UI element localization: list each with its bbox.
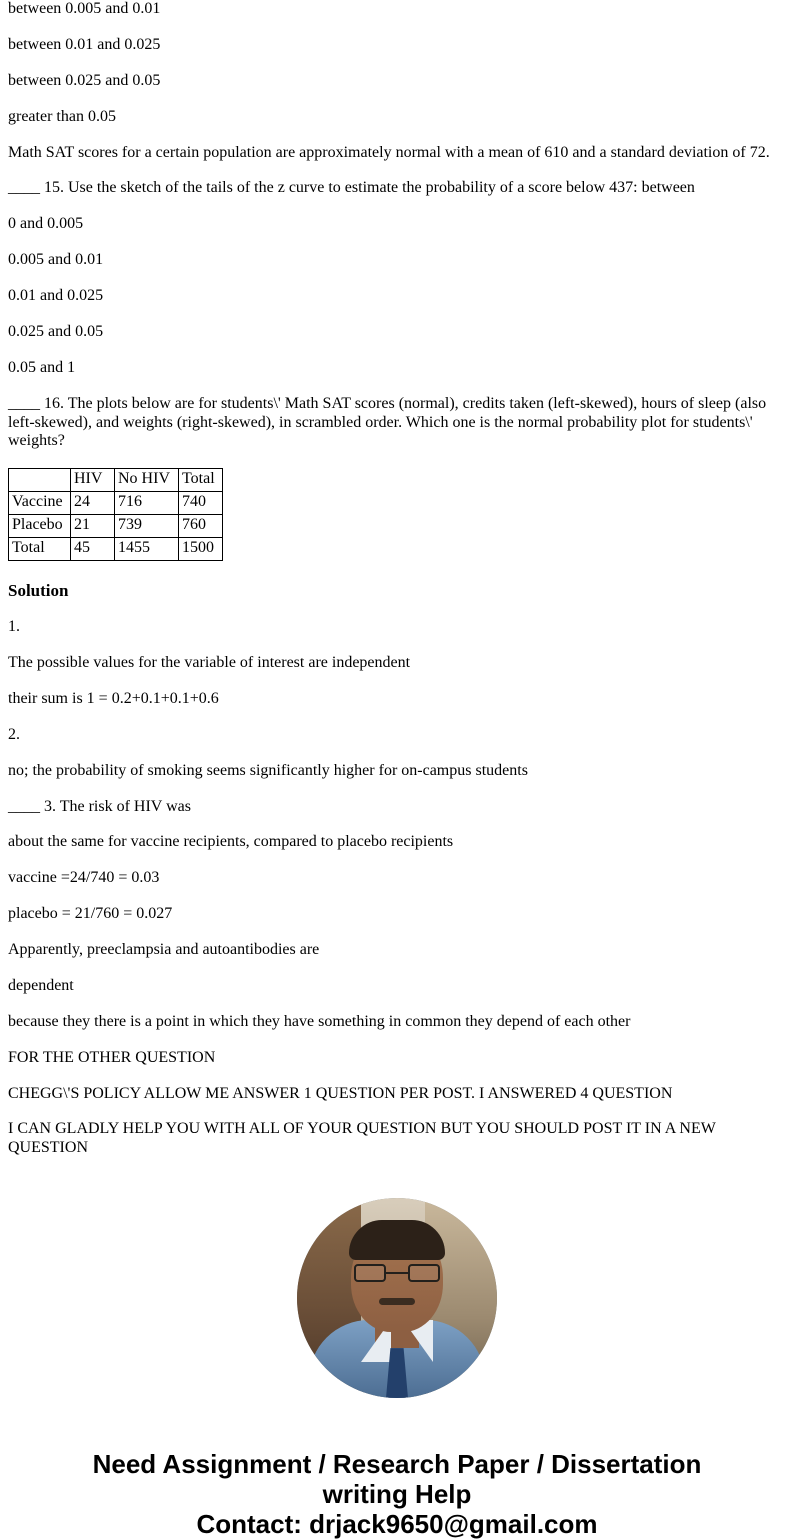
solution-line: CHEGG\'S POLICY ALLOW ME ANSWER 1 QUESTION PER POST. I ANSWERED 4 QUESTION <box>8 1084 673 1102</box>
spacer <box>8 1032 786 1049</box>
table-cell: 716 <box>115 492 179 515</box>
option-text: 0.05 and 1 <box>8 358 76 376</box>
solution-line: 2. <box>8 725 20 743</box>
table-cell: 1500 <box>179 537 223 560</box>
glasses-lens-left <box>354 1264 386 1282</box>
spacer <box>8 1068 786 1085</box>
table-cell: Vaccine <box>9 492 71 515</box>
spacer <box>8 342 786 359</box>
closing-note <box>8 1120 786 1158</box>
table-row <box>9 537 223 560</box>
table-cell: 24 <box>71 492 115 515</box>
solution-line: The possible values for the variable of interest are independent <box>8 654 411 672</box>
promo-banner <box>8 1449 786 1539</box>
solution-line: FOR THE OTHER QUESTION <box>8 1048 216 1066</box>
table-cell: 1455 <box>115 537 179 560</box>
table-cell: Placebo <box>9 515 71 538</box>
question-stem: Math SAT scores for a certain population are approximately normal with a mean of 610 and a standard deviation of 72. <box>8 143 770 161</box>
table-cell: 45 <box>71 537 115 560</box>
spacer <box>8 306 786 323</box>
solution-line: Apparently, preeclampsia and autoantibodies are <box>8 941 320 959</box>
solution-line: ____ 3. The risk of HIV was <box>8 797 191 815</box>
spacer <box>8 270 786 287</box>
spacer <box>8 1103 786 1120</box>
closing-line-2: QUESTION <box>8 1139 88 1157</box>
solution-line: no; the probability of smoking seems significantly higher for on-campus students <box>8 761 528 779</box>
spacer <box>8 637 786 654</box>
photo-hair <box>349 1220 445 1260</box>
spacer <box>8 127 786 144</box>
question-15: ____ 15. Use the sketch of the tails of the z curve to estimate the probability of a score below 437: between <box>8 179 695 197</box>
spacer <box>8 996 786 1013</box>
option-text: between 0.005 and 0.01 <box>8 0 161 17</box>
table-header-cell: HIV <box>71 469 115 492</box>
table-row <box>9 492 223 515</box>
spacer <box>8 888 786 905</box>
spacer <box>8 55 786 72</box>
question-16-line-3: weights? <box>8 432 65 450</box>
promo-line-1: Need Assignment / Research Paper / Dissertation <box>92 1449 702 1480</box>
promo-contact: Contact: drjack9650@gmail.com <box>196 1509 598 1540</box>
spacer <box>8 378 786 395</box>
avatar <box>297 1198 497 1398</box>
option-text: 0.01 and 0.025 <box>8 287 104 304</box>
question-16-line-1: ____ 16. The plots below are for students\' Math SAT scores (normal), credits taken (left-skewed), hours of sleep (also <box>8 394 767 412</box>
solution-line: their sum is 1 = 0.2+0.1+0.1+0.6 <box>8 689 219 707</box>
option-text: 0 and 0.005 <box>8 215 84 233</box>
spacer <box>8 673 786 690</box>
question-16-line-2: left-skewed), and weights (right-skewed), in scrambled order. Which one is the normal probability plot for students\' <box>8 413 753 431</box>
table-cell: 739 <box>115 515 179 538</box>
question-16 <box>8 395 786 452</box>
spacer <box>8 960 786 977</box>
spacer <box>8 852 786 869</box>
table-cell: 760 <box>179 515 223 538</box>
table-header-cell: No HIV <box>115 469 179 492</box>
option-text: 0.005 and 0.01 <box>8 251 104 269</box>
table-cell: 740 <box>179 492 223 515</box>
table-row <box>9 469 223 492</box>
glasses-icon <box>354 1264 440 1284</box>
glasses-lens-right <box>408 1264 440 1282</box>
spacer <box>8 198 786 215</box>
solution-line: placebo = 21/760 = 0.027 <box>8 905 173 923</box>
solution-line: about the same for vaccine recipients, compared to placebo recipients <box>8 833 454 851</box>
option-text: between 0.025 and 0.05 <box>8 71 161 89</box>
spacer <box>8 745 786 762</box>
table-cell: 21 <box>71 515 115 538</box>
option-text: 0.025 and 0.05 <box>8 322 104 340</box>
solution-line: vaccine =24/740 = 0.03 <box>8 869 160 887</box>
table-header-cell: Total <box>179 469 223 492</box>
promo-line-2: writing Help <box>322 1479 472 1510</box>
spacer <box>8 709 786 726</box>
author-photo-container <box>8 1198 786 1403</box>
spacer <box>8 816 786 833</box>
spacer <box>8 781 786 798</box>
closing-line-1: I CAN GLADLY HELP YOU WITH ALL OF YOUR QUESTION BUT YOU SHOULD POST IT IN A NEW <box>8 1120 716 1138</box>
option-text: greater than 0.05 <box>8 107 116 125</box>
option-text: between 0.01 and 0.025 <box>8 35 161 53</box>
solution-heading: Solution <box>8 580 69 600</box>
table-header-cell <box>9 469 71 492</box>
table-row <box>9 515 223 538</box>
table-cell: Total <box>9 537 71 560</box>
spacer <box>8 19 786 36</box>
solution-line: 1. <box>8 618 20 636</box>
glasses-bridge <box>386 1272 408 1274</box>
solution-line: dependent <box>8 976 74 994</box>
photo-mustache <box>379 1298 415 1305</box>
spacer <box>8 924 786 941</box>
solution-line: because they there is a point in which they have something in common they depend of each other <box>8 1012 631 1030</box>
hiv-vaccine-table <box>8 468 223 561</box>
spacer <box>8 91 786 108</box>
spacer <box>8 162 786 179</box>
spacer <box>8 234 786 251</box>
